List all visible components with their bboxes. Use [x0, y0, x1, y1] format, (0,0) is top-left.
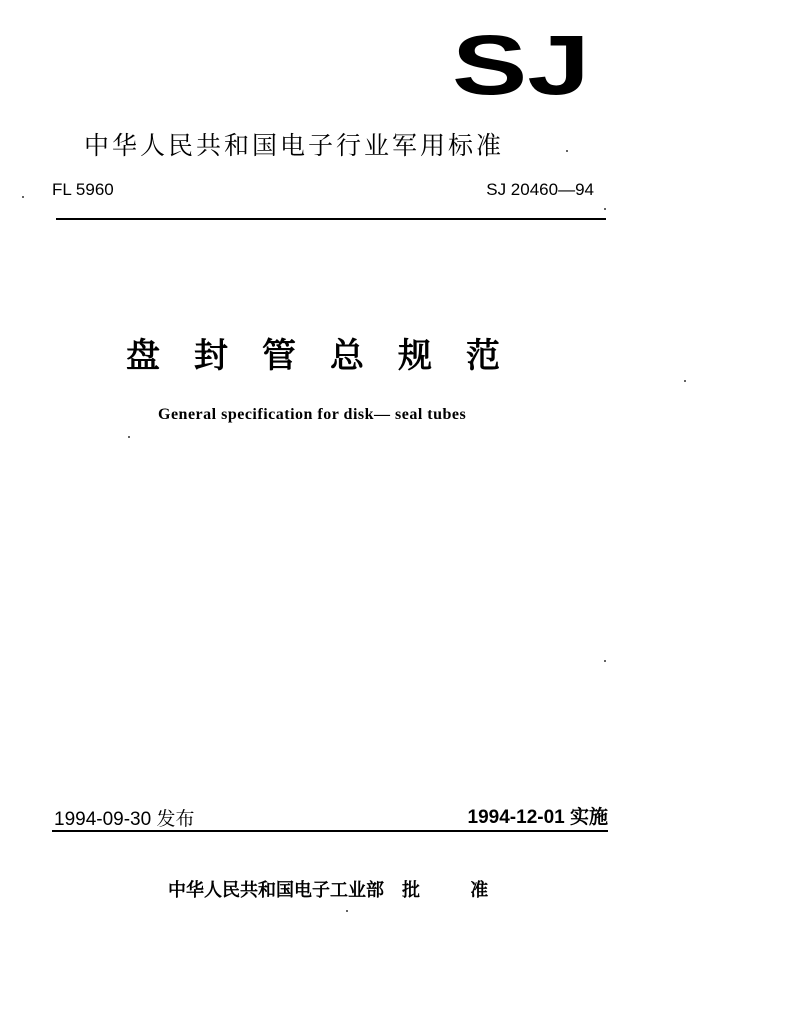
scan-speck	[566, 150, 568, 152]
standard-organization: 中华人民共和国电子行业军用标准	[84, 131, 505, 160]
header-divider	[56, 218, 606, 220]
document-title-chinese: 盘封管总规范	[126, 336, 534, 376]
document-title-english: General specification for disk— seal tubes	[158, 406, 467, 423]
footer-divider	[52, 830, 608, 832]
scan-speck	[22, 196, 24, 198]
approval-line	[168, 876, 510, 902]
sj-logo-text: SJ	[452, 28, 590, 100]
standard-number: SJ 20460—94	[486, 180, 594, 199]
implementation-date: 1994-12-01 实施	[467, 807, 608, 828]
sj-logo-mark	[452, 28, 590, 100]
scan-speck	[346, 910, 348, 912]
classification-code: FL 5960	[52, 180, 114, 199]
scan-speck	[128, 436, 130, 438]
issue-date: 1994-09-30 发布	[54, 809, 195, 830]
approving-authority: 中华人民共和国电子工业部	[168, 880, 384, 901]
scan-speck	[604, 208, 606, 210]
scan-speck	[604, 660, 606, 662]
sj-logo	[452, 28, 590, 100]
approve-word: 批 准	[402, 880, 511, 901]
scan-speck	[684, 380, 686, 382]
